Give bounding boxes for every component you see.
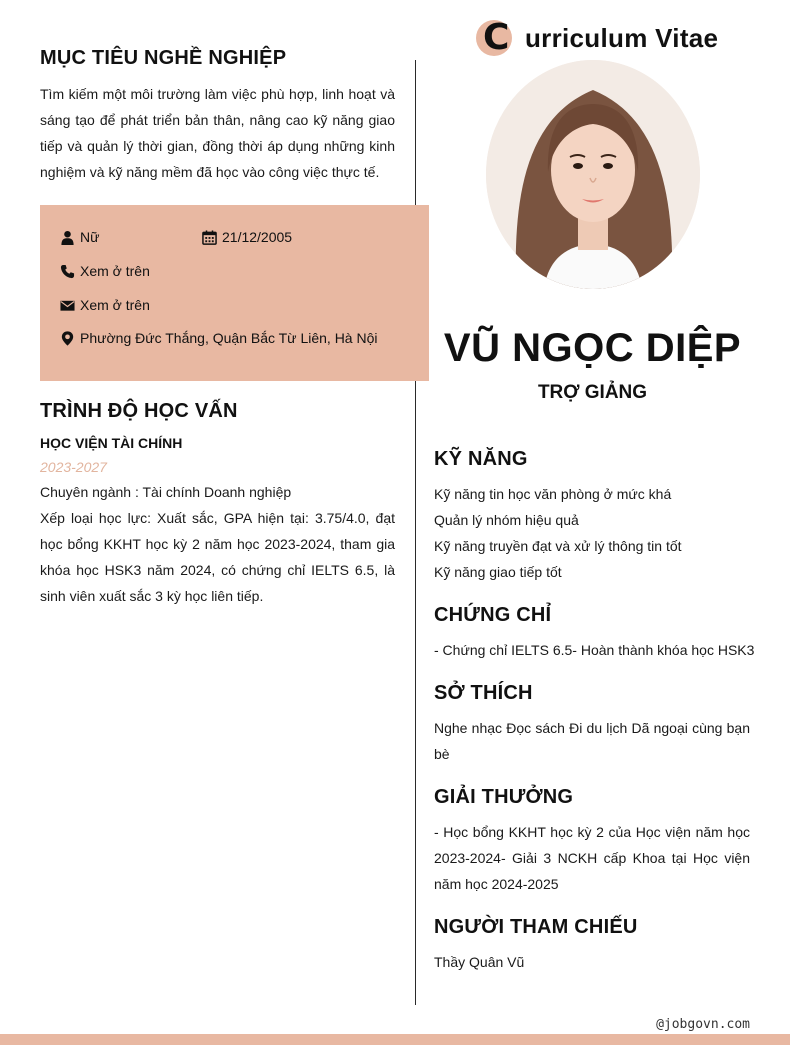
skill-item: Kỹ năng tin học văn phòng ở mức khá [434, 486, 672, 502]
school-name: HỌC VIỆN TÀI CHÍNH [40, 435, 183, 451]
education-period: 2023-2027 [40, 459, 107, 475]
objective-text: Tìm kiếm một môi trường làm việc phù hợp, linh hoạt và sáng tạo để phát triển bản thân, nâng cao kỹ năng giao tiếp và quản lý thời gian, đồng thời áp dụng những kinh nghiệm và kỹ năng mềm đã học vào công việc thực tế. [40, 86, 395, 180]
phone-icon [60, 264, 75, 279]
email-value: Xem ở trên [80, 297, 150, 313]
cv-logo-letter: C [483, 17, 510, 58]
references-text: Thầy Quân Vũ [434, 954, 525, 970]
cv-logo-text: urriculum Vitae [525, 22, 719, 53]
objective-title: MỤC TIÊU NGHỀ NGHIỆP [40, 47, 287, 69]
address-value: Phường Đức Thắng, Quận Bắc Từ Liên, Hà Nội [80, 330, 378, 346]
envelope-icon [60, 298, 75, 313]
hobbies-title: SỞ THÍCH [434, 682, 533, 704]
calendar-icon [202, 230, 217, 245]
column-divider [415, 60, 416, 1005]
location-pin-icon [60, 331, 75, 346]
birthday-value: 21/12/2005 [222, 229, 293, 245]
address-item [60, 330, 378, 346]
cv-logo [476, 18, 718, 58]
portrait-illustration [486, 60, 700, 289]
hobbies-text: Nghe nhạc Đọc sách Đi du lịch Dã ngoại cùng bạn bè [434, 720, 750, 762]
gender-value: Nữ [80, 229, 100, 245]
user-icon [60, 230, 75, 245]
references-title: NGƯỜI THAM CHIẾU [434, 916, 638, 938]
email-item [60, 297, 150, 313]
gender-item [60, 229, 99, 245]
awards-text: - Học bổng KKHT học kỳ 2 của Học viện năm học 2023-2024- Giải 3 NCKH cấp Khoa tại Học viện năm học 2024-2025 [434, 824, 750, 892]
certificates-text: - Chứng chỉ IELTS 6.5- Hoàn thành khóa học HSK3 [434, 642, 755, 658]
candidate-name: VŨ NGỌC DIỆP [443, 326, 742, 370]
candidate-role: TRỢ GIẢNG [537, 382, 648, 403]
awards-title: GIẢI THƯỞNG [434, 786, 574, 808]
birthday-item [202, 229, 292, 245]
skills-title: KỸ NĂNG [434, 448, 528, 470]
education-major: Chuyên ngành : Tài chính Doanh nghiệp [40, 484, 292, 500]
footer-bar [0, 1034, 790, 1045]
skill-item: Kỹ năng giao tiếp tốt [434, 564, 562, 580]
watermark: @jobgovn.com [656, 1017, 750, 1032]
certificates-title: CHỨNG CHỈ [434, 604, 552, 626]
education-details: Xếp loại học lực: Xuất sắc, GPA hiện tại: 3.75/4.0, đạt học bổng KKHT học kỳ 2 năm học 2023-2024, tham gia khóa học HSK3 năm 2024, có chứng chỉ IELTS 6.5, là sinh viên xuất sắc 3 kỳ học liên tiếp. [40, 510, 395, 604]
skill-item: Quản lý nhóm hiệu quả [434, 512, 579, 528]
profile-photo [486, 60, 700, 289]
phone-item [60, 263, 150, 279]
cv-logo-badge [476, 17, 512, 58]
education-title: TRÌNH ĐỘ HỌC VẤN [40, 400, 238, 422]
phone-value: Xem ở trên [80, 263, 150, 279]
skill-item: Kỹ năng truyền đạt và xử lý thông tin tốt [434, 538, 682, 554]
contact-box [40, 205, 429, 381]
